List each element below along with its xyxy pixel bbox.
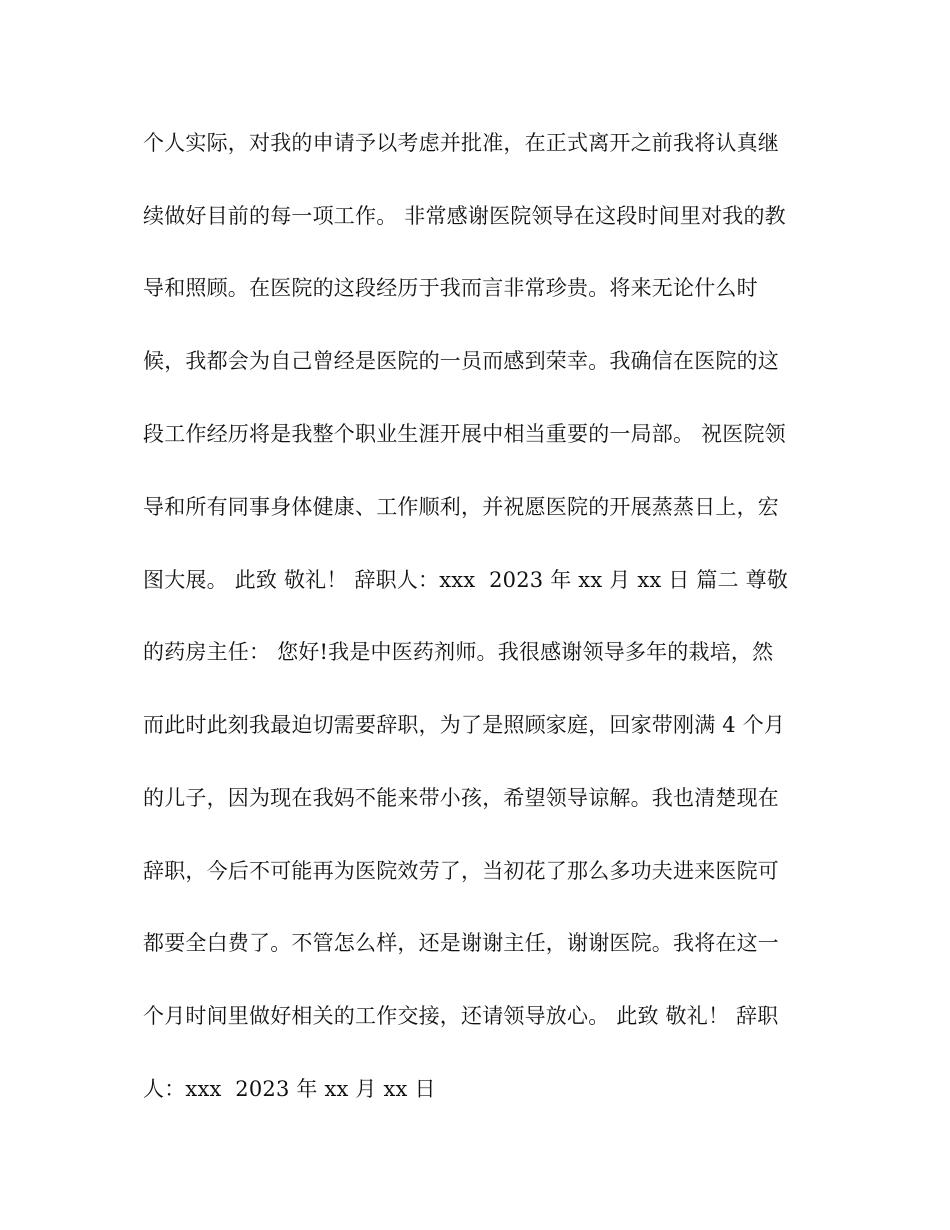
text-line-12: 都要全白费了。不管怎么样，还是谢谢主任，谢谢医院。我将在这一 <box>143 931 779 955</box>
text-line-5: 段工作经历将是我整个职业生涯开展中相当重要的一局部。 祝医院领 <box>143 422 786 446</box>
text-line-9: 而此时此刻我最迫切需要辞职，为了是照顾家庭，回家带刚满 4 个月 <box>143 713 786 737</box>
text-line-4: 候，我都会为自己曾经是医院的一员而感到荣幸。我确信在医院的这 <box>143 349 779 373</box>
text-line-11: 辞职，今后不可能再为医院效劳了，当初花了那么多功夫进来医院可 <box>143 859 779 883</box>
text-line-14: 人：xxx 2023 年 xx 月 xx 日 <box>143 1077 436 1101</box>
text-line-10: 的儿子，因为现在我妈不能来带小孩，希望领导谅解。我也清楚现在 <box>143 786 779 810</box>
text-line-13: 个月时间里做好相关的工作交接，还请领导放心。 此致 敬礼！ 辞职 <box>143 1004 779 1028</box>
text-line-7: 图大展。 此致 敬礼！ 辞职人：xxx 2023 年 xx 月 xx 日 篇二 尊敬 <box>143 568 789 592</box>
text-line-6: 导和所有同事身体健康、工作顺利，并祝愿医院的开展蒸蒸日上，宏 <box>143 495 779 519</box>
text-line-1: 个人实际，对我的申请予以考虑并批准，在正式离开之前我将认真继 <box>143 131 779 155</box>
text-line-3: 导和照顾。在医院的这段经历于我而言非常珍贵。将来无论什么时 <box>143 276 758 300</box>
text-line-8: 的药房主任： 您好!我是中医药剂师。我很感谢领导多年的栽培，然 <box>143 640 774 664</box>
text-line-2: 续做好目前的每一项工作。 非常感谢医院领导在这段时间里对我的教 <box>143 204 786 228</box>
